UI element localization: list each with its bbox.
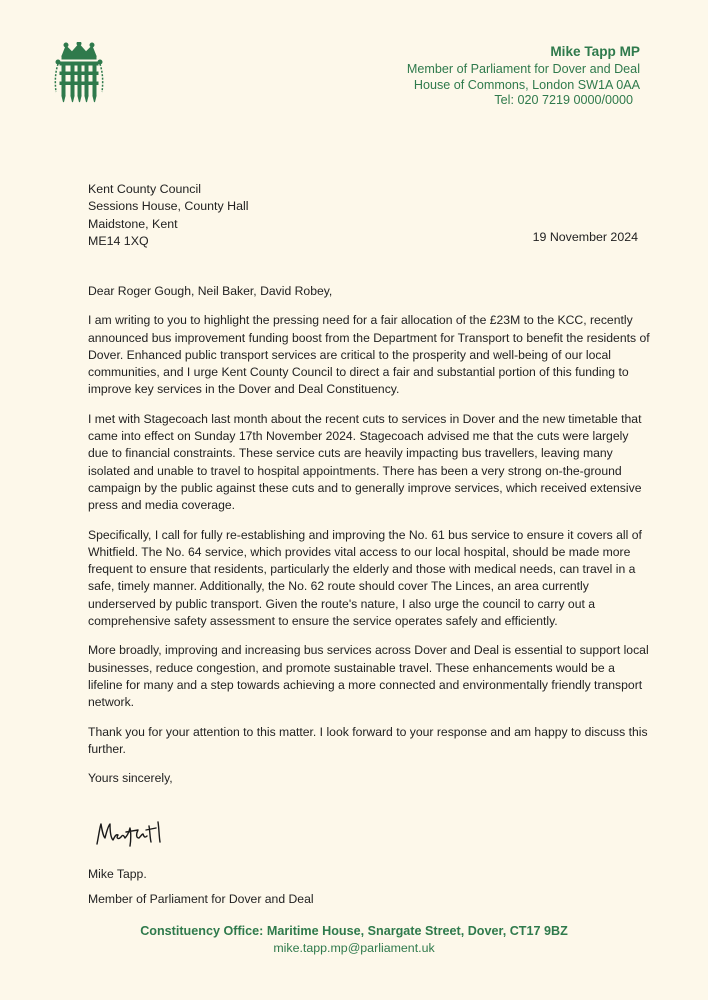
paragraph: I am writing to you to highlight the pressing need for a fair allocation of the £23M to the KCC, recently announced bus improvement funding boost from the Department for Transport to benefit the residents of Dover. Enhanced public transport services are critical to the prosperity and well-being of our local communities, and I urge Kent County Council to direct a fair and substantial portion of this funding to improve key services in the Dover and Deal Constituency. — [88, 313, 650, 397]
signatory-title: Member of Parliament for Dover and Deal — [88, 892, 314, 906]
contact-email: mike.tapp.mp@parliament.uk — [273, 941, 435, 955]
signoff — [88, 862, 314, 912]
letter-body — [88, 283, 650, 799]
mp-address: House of Commons, London SW1A 0AA — [413, 77, 640, 92]
mp-role: Member of Parliament for Dover and Deal — [406, 62, 640, 77]
paragraph: More broadly, improving and increasing bus services across Dover and Deal is essential to support local businesses, reduce congestion, and promote sustainable travel. These enhancements would be a lifeline for many and a step towards achieving a more connected and environmentally friendly transport network. — [88, 643, 649, 710]
recipient-line: Maidstone, Kent — [88, 216, 178, 231]
paragraph: Thank you for your attention to this matter. I look forward to your response and am happy to discuss this further. — [88, 724, 648, 756]
recipient-line: Kent County Council — [88, 182, 201, 196]
letter-date: 19 November 2024 — [532, 230, 638, 244]
letterhead — [407, 44, 640, 109]
paragraph: I met with Stagecoach last month about the recent cuts to services in Dover and the new timetable that came into effect on Sunday 17th November 2024. Stagecoach advised me that the cuts were largely due to financial constraints. These service cuts are heavily impacting bus travellers, leaving many isolated and unable to travel to hospital appointments. There has been a very strong on-the-ground campaign by the public against these cuts and to generally improve services, which received extensive press and media coverage. — [88, 411, 642, 513]
handwritten-signature — [94, 816, 166, 850]
portcullis-icon — [52, 42, 106, 104]
mp-name: Mike Tapp MP — [550, 44, 640, 59]
footer — [0, 923, 708, 957]
signatory-name: Mike Tapp. — [88, 867, 147, 881]
recipient-line: ME14 1XQ — [88, 234, 149, 249]
constituency-office: Constituency Office: Maritime House, Snargate Street, Dover, CT17 9BZ — [140, 924, 568, 938]
mp-telephone: Tel: 020 7219 0000/0000 — [494, 93, 633, 108]
recipient-line: Sessions House, County Hall — [88, 199, 249, 214]
salutation: Dear Roger Gough, Neil Baker, David Robey, — [88, 284, 333, 298]
recipient-address — [88, 181, 248, 251]
closing: Yours sincerely, — [88, 771, 173, 786]
paragraph: Specifically, I call for fully re-establishing and improving the No. 61 bus service to ensure it covers all of Whitfield. The No. 64 service, which provides vital access to our local hospital, should be made more frequent to ensure that residents, particularly the elderly and those with medical needs, can travel in a safe, timely manner. Additionally, the No. 62 route should cover The Linces, an area currently underserved by public transport. Given the route's nature, I also urge the council to carry out a comprehensive safety assessment to ensure the service operates safely and efficiently. — [88, 527, 642, 629]
